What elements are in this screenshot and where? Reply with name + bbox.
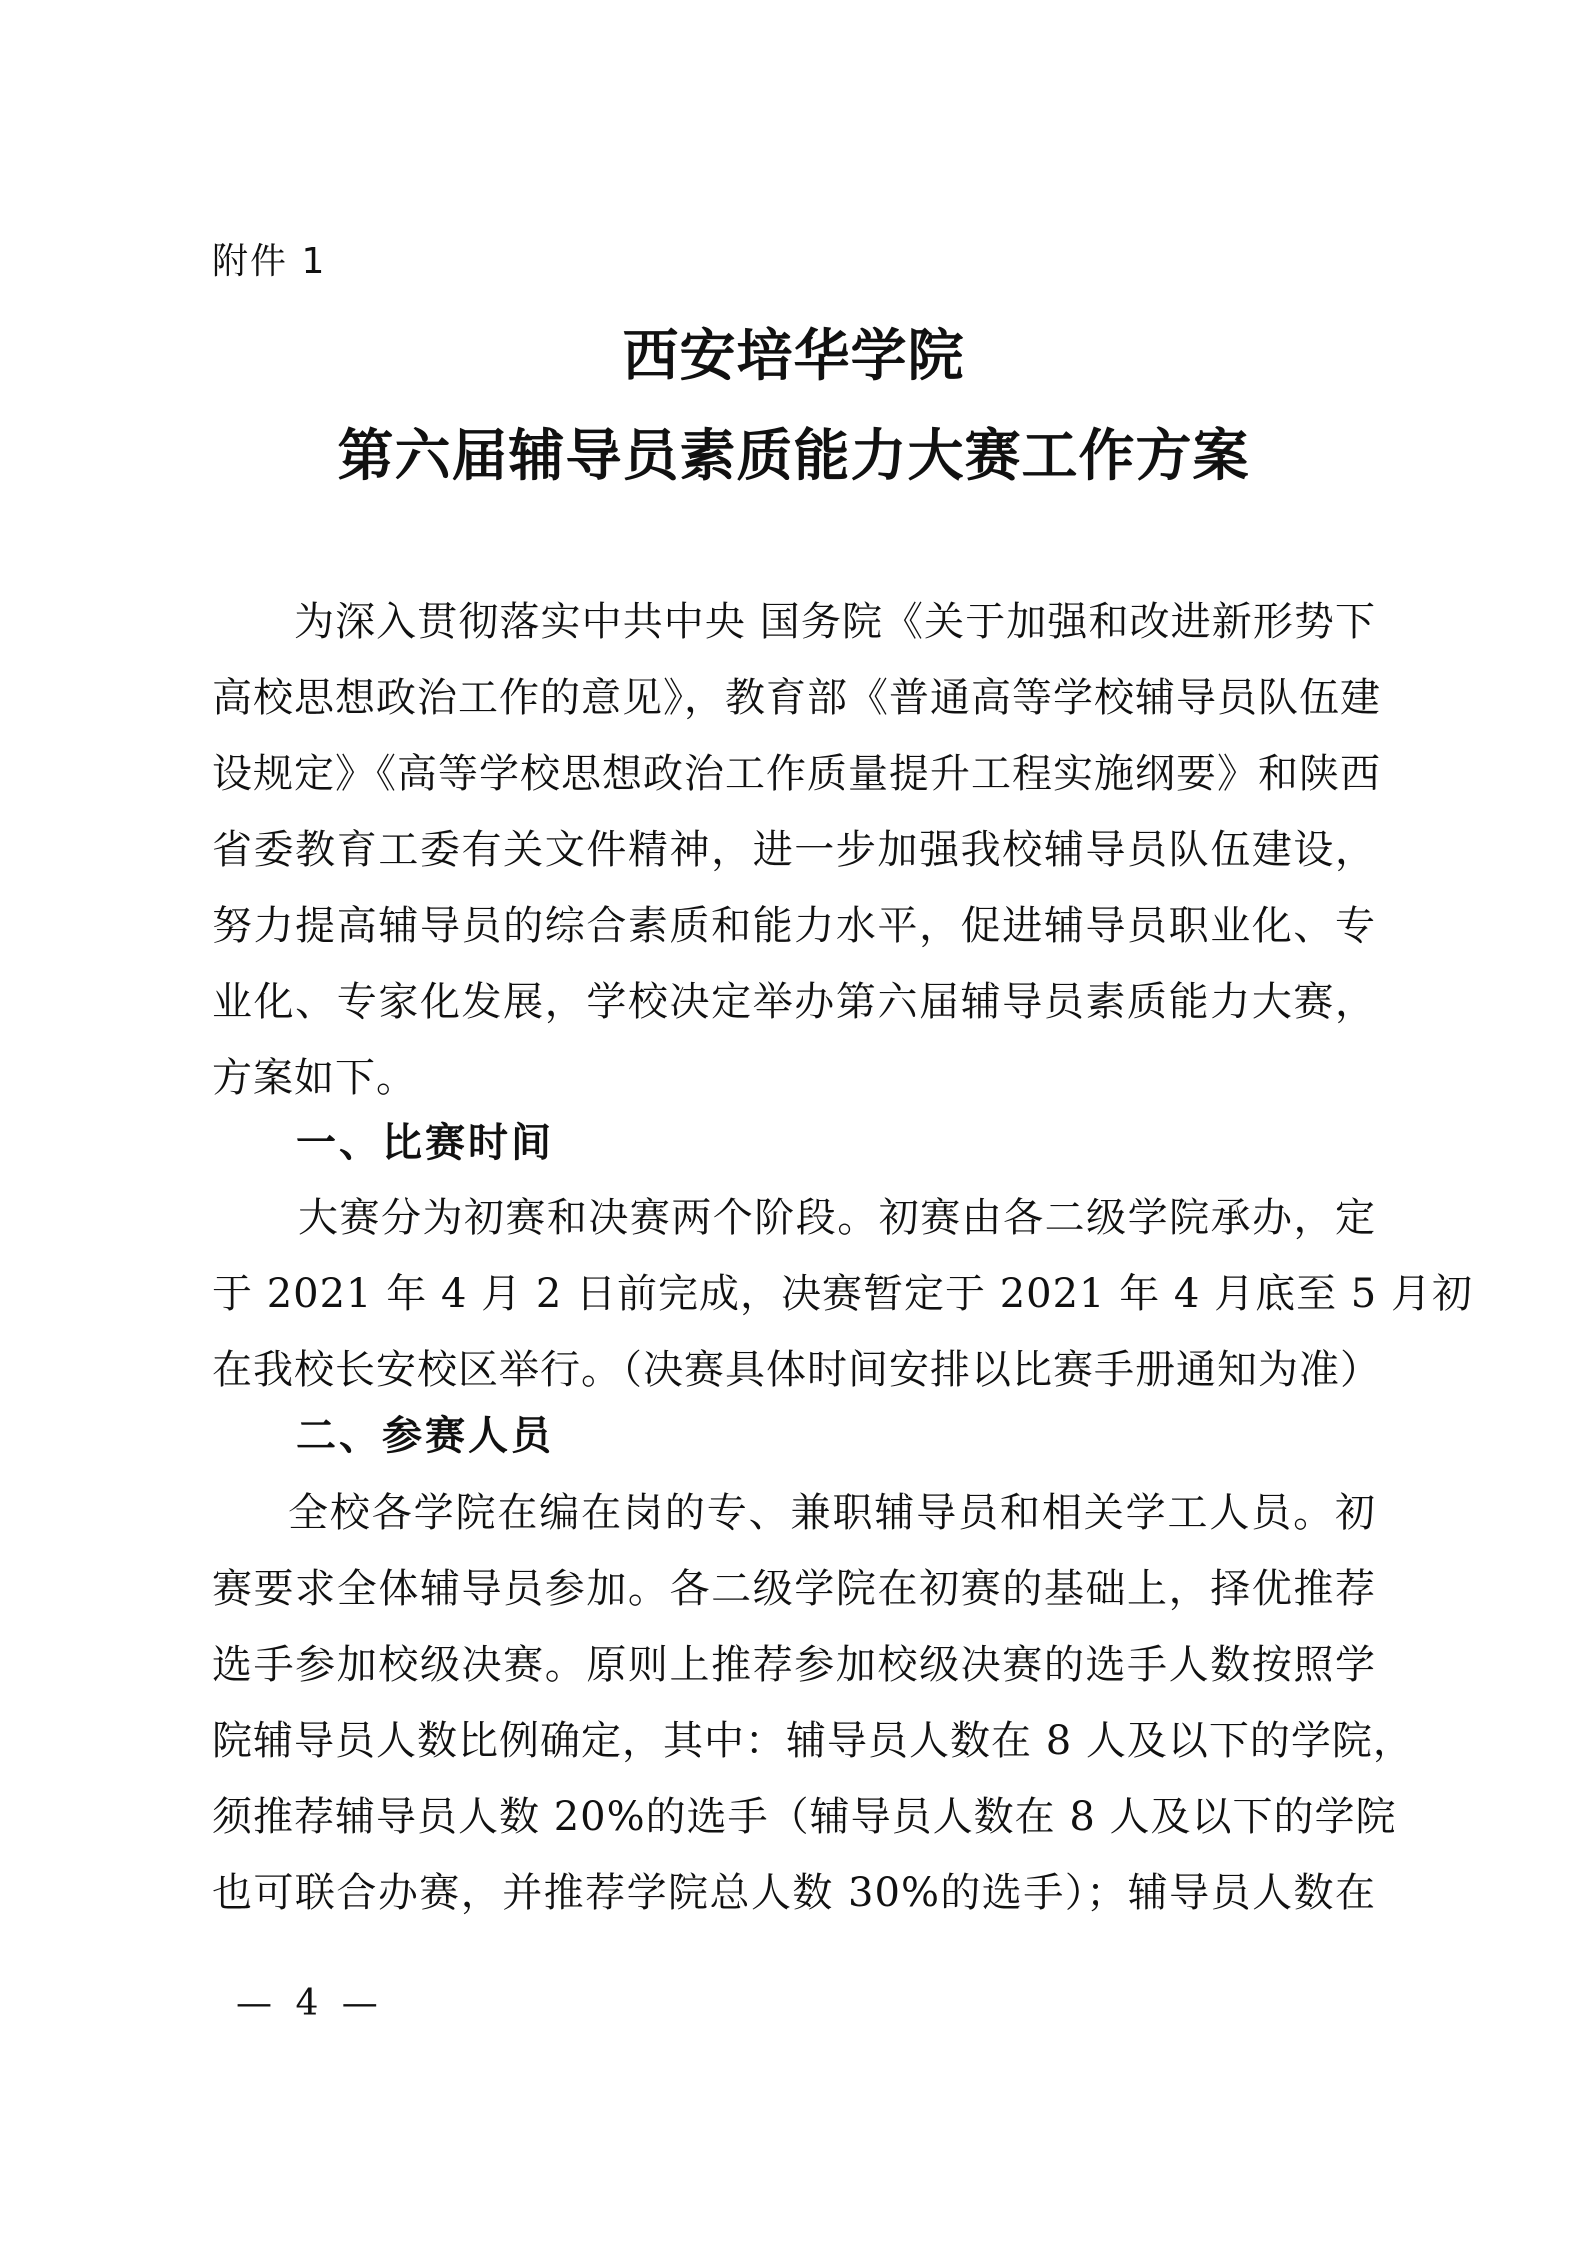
section-heading-participants: 二、参赛人员 [296, 1413, 554, 1459]
section1-paragraph [212, 1180, 1473, 1408]
intro-line: 设规定》《高等学校思想政治工作质量提升工程实施纲要》和陕西 [212, 751, 1381, 797]
intro-paragraph [212, 584, 1381, 1116]
section2-line: 全校各学院在编在岗的专、兼职辅导员和相关学工人员。初 [288, 1490, 1376, 1536]
section2-line: 须推荐辅导员人数 20%的选手（辅导员人数在 8 人及以下的学院 [212, 1794, 1397, 1840]
intro-line: 省委教育工委有关文件精神，进一步加强我校辅导员队伍建设， [212, 827, 1376, 873]
section2-line: 院辅导员人数比例确定，其中：辅导员人数在 8 人及以下的学院， [212, 1718, 1414, 1764]
section2-line: 选手参加校级决赛。原则上推荐参加校级决赛的选手人数按照学 [212, 1642, 1376, 1688]
section-heading-competition-time: 一、比赛时间 [296, 1120, 554, 1166]
section2-paragraph [212, 1475, 1414, 1931]
intro-line: 努力提高辅导员的综合素质和能力水平，促进辅导员职业化、专 [212, 903, 1376, 949]
intro-line: 业化、专家化发展，学校决定举办第六届辅导员素质能力大赛， [212, 979, 1376, 1025]
intro-line: 高校思想政治工作的意见》，教育部《普通高等学校辅导员队伍建 [212, 675, 1381, 721]
section2-line: 赛要求全体辅导员参加。各二级学院在初赛的基础上，择优推荐 [212, 1566, 1376, 1612]
intro-line: 为深入贯彻落实中共中央 国务院《关于加强和改进新形势下 [294, 599, 1376, 645]
document-title-line-2: 第六届辅导员素质能力大赛工作方案 [337, 423, 1250, 489]
section1-line: 在我校长安校区举行。（决赛具体时间安排以比赛手册通知为准） [212, 1347, 1381, 1393]
attachment-label: 附件 1 [212, 241, 327, 282]
section1-line: 于 2021 年 4 月 2 日前完成，决赛暂定于 2021 年 4 月底至 5 月初 [212, 1271, 1473, 1317]
intro-line: 方案如下。 [212, 1055, 417, 1101]
page-number: — 4 — [236, 1983, 384, 2024]
document-title-line-1: 西安培华学院 [622, 323, 965, 389]
section1-line: 大赛分为初赛和决赛两个阶段。初赛由各二级学院承办，定 [298, 1195, 1376, 1241]
section2-line: 也可联合办赛，并推荐学院总人数 30%的选手）；辅导员人数在 [212, 1870, 1376, 1916]
